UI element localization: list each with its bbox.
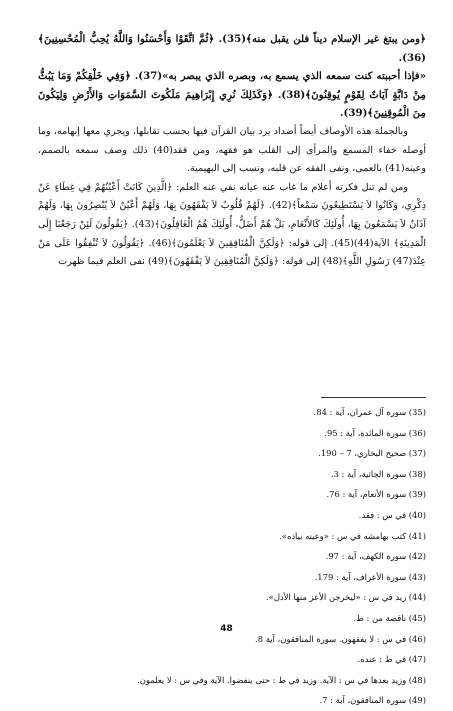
paragraph-1: ﴿ومن يبتغ غير الإسلام ديناً فلن يقبل منه﴾(35). ﴿ثُمَّ اتَّقَوْا وَأَحْسَنُوا وَاللَّهُ يُحِبُّ الْمُحْسِنِينَ﴾(36).: [38, 33, 427, 64]
footnote: (41) كتب بهامشه في س : «وعينه بياده».: [279, 530, 426, 541]
footnote-separator: [321, 397, 426, 398]
footnote: (48) وزيد بعدها في س : الآية. وزيد في ط : حتى ينفضوا. الآية وفي س : لا يعلمون.: [137, 674, 426, 685]
footnote: (49) سورة المنافقون، آية : 7.: [319, 695, 426, 706]
footnote: (45) ناقصة من : ط.: [353, 612, 426, 623]
footnote: (39) سورة الأنعام، آية : 76.: [326, 489, 426, 500]
paragraph-4: ومن لم تنل فكرته أعلام ما غاب عنه عيانه نفي عنه العلم: ﴿الَّذِينَ كَانَتْ أَعْيُنُهُمْ فِي غِطَاءٍ عَنْ ذِكْرِي، وَكَانُوا لاَ يَسْتَطِيعُونَ سَمْعاً﴾(42). ﴿لَهُمْ قُلُوبٌ لاَ يَفْقَهُونَ بِهَا، وَلَهُمْ أَعْيُنٌ لاَ يُبْصِرُونَ بِهَا، وَلَهُمْ آذَانٌ لاَ يَسْمَعُونَ بِهَا، أُولَئِكَ كَالأَنْعَامِ، بَلْ هُمْ أَضَلُّ، أُولَئِكَ هُمُ الْغَافِلُونَ﴾(43). ﴿يَقُولُونَ لَئِنْ رَجَعْنَا إِلَى الْمَدِينَةِ﴾ الآية(44)(45). إلى قوله: ﴿وَلَكِنَّ الْمُنَافِقِينَ لاَ يَعْلَمُونَ﴾(46). ﴿يَقُولُونَ لاَ تُنْفِقُوا عَلَى مَنْ عِنْدَ(47) رَسُولِ اللَّهِ﴾(48) إلى قوله: ﴿وَلَكِنَّ الْمُنَافِقِينَ لاَ يَفْقَهُونَ﴾(49) نفى العلم فيما ظهرت: [38, 181, 427, 268]
paragraph-2: «فإذا أحببته كنت سمعه الذي يسمع به، وبصره الذي يبصر به»(37). ﴿وَفِي خَلْقِكُمْ وَمَا يَبُثُّ مِنْ دَابَّةٍ آيَاتٌ لِقَوْمٍ يُوقِنُونَ﴾(38). ﴿وَكَذَلِكَ نُرِي إِبْرَاهِيمَ مَلَكُوتَ السَّمَوَاتِ وَالأَرْضِ وَلِيَكُونَ مِنَ الْمُوقِنِينَ﴾(39).: [38, 70, 426, 120]
footnote: (47) في ط : عنده.: [357, 654, 426, 665]
footnote: (42) سورة الكهف، آية : 97.: [325, 551, 426, 562]
main-text: [38, 30, 426, 272]
footnote: (35) سورة آل عمران، آية : 84.: [313, 407, 426, 417]
footnote: (38) سورة الجاثية، آية : 3.: [330, 468, 426, 479]
page-number: 48: [220, 624, 233, 634]
footnotes-list: [126, 402, 426, 711]
footnote: (43) سورة الأعراف، آية : 179.: [314, 571, 426, 582]
footnote: (44) زيد في س : «ليخرجن الأعز منها الأذل».: [266, 592, 426, 603]
footnote: (46) في س : لا يفقهون. سورة المنافقون، آية 8.: [255, 633, 426, 644]
footnote: (37) صحيح البخاري، 7 – 190.: [318, 448, 426, 459]
footnote: (40) في س : فقد.: [358, 509, 426, 520]
paragraph-3: وبالجملة هذه الأوصاف أيضاً أضداد يرد بيان القرآن فيها بحسب تقابلها، ويجري معها إبهامه، وما أوصله خفاء المسمع والمرأى إلى القلب هو فقهه، ومن فقد(40) ذلك وصف سمعه بالصمم، وعينه(41) بالعمى، ونفى الفقه عن قلبه، ونسب إلى البهيمية.: [38, 125, 426, 175]
footnote: (36) سورة المائدة، آية : 95.: [324, 427, 426, 438]
